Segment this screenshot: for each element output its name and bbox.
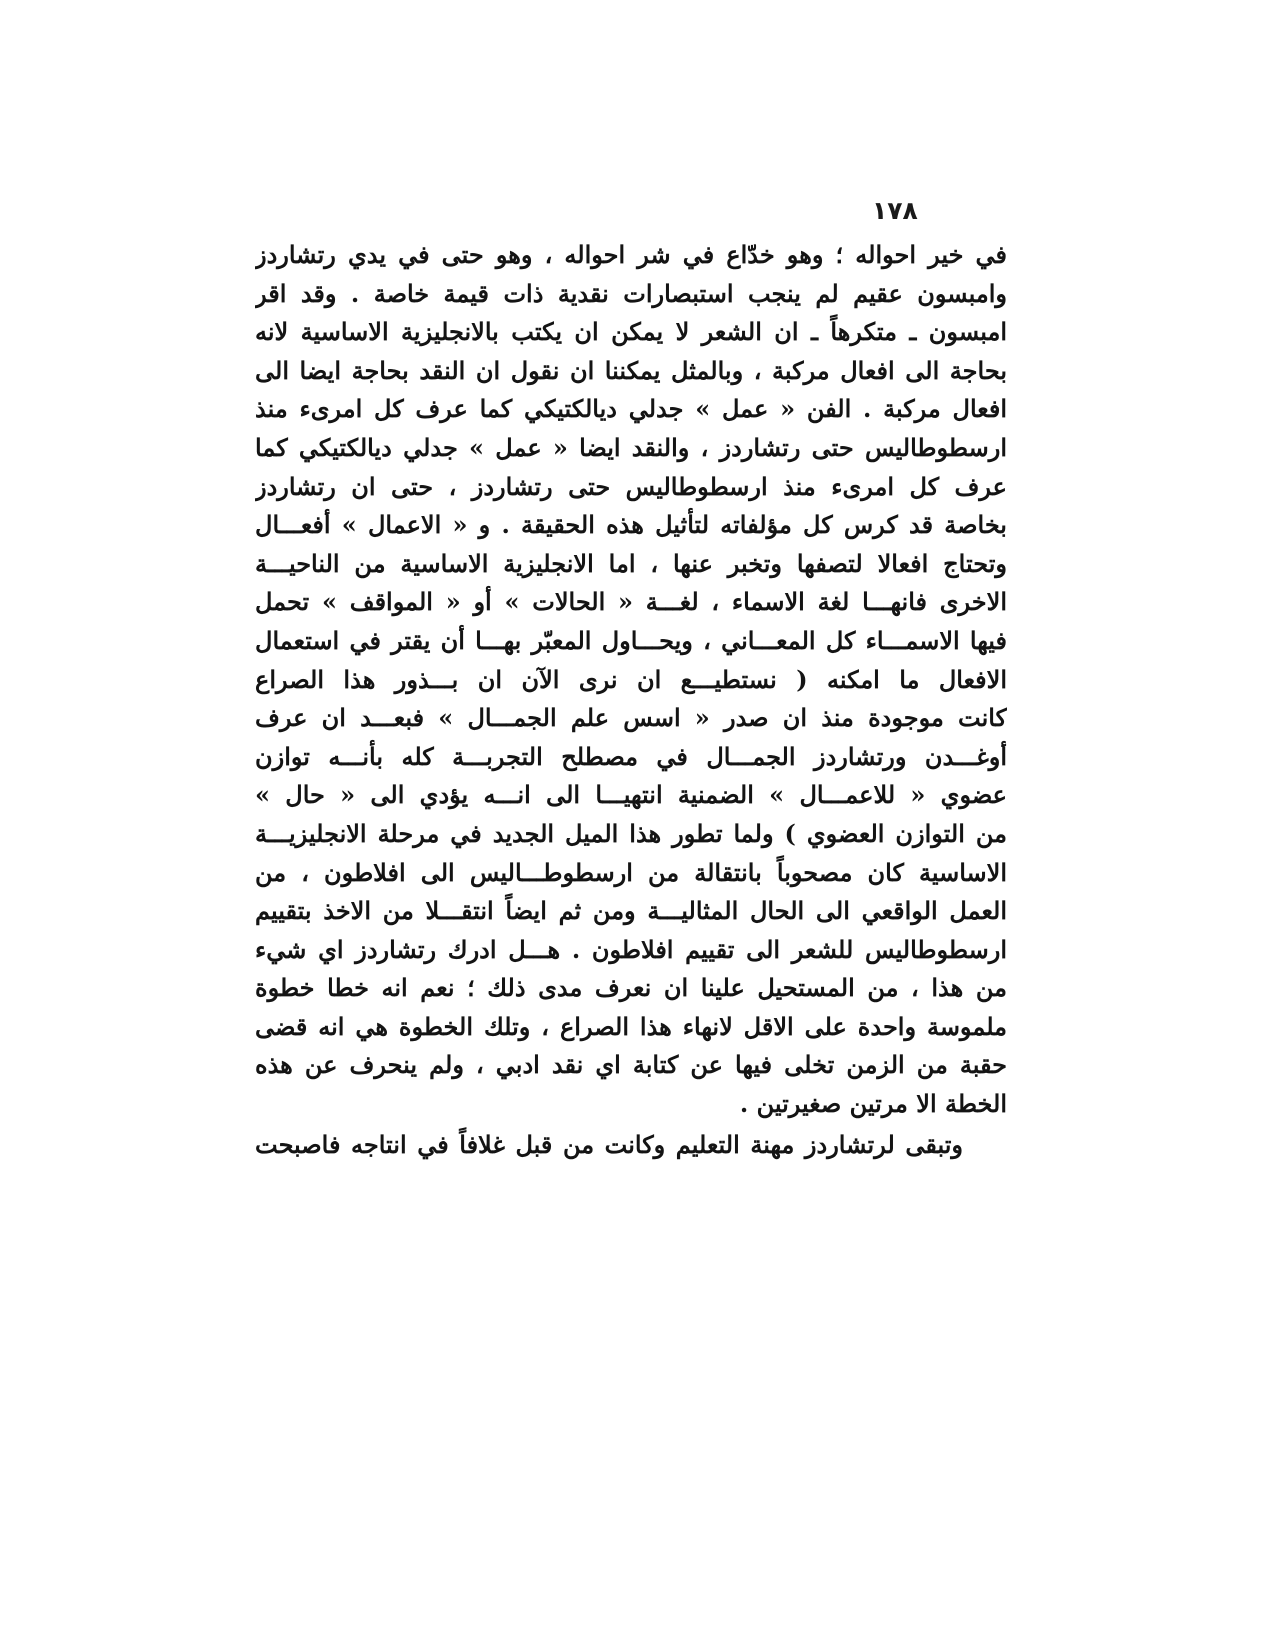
text-line: الاساسية كان مصحوباً بانتقالة من ارسطوطـــاليس الى افلاطون ، من xyxy=(255,857,1007,887)
text-line: الافعال ما امكنه ( نستطيـــع ان نرى الآن ان بـــذور هذا الصراع xyxy=(255,664,1007,694)
text-line: وتبقى لرتشاردز مهنة التعليم وكانت من قبل غلافاً في انتاجه فاصبحت xyxy=(255,1129,963,1159)
text-line: وامبسون عقيم لم ينجب استبصارات نقدية ذات قيمة خاصة . وقد اقر xyxy=(255,278,1007,308)
page-number: ١٧٨ xyxy=(872,196,918,225)
text-line: كانت موجودة منذ ان صدر « اسس علم الجمـــال » فبعـــد ان عرف xyxy=(255,703,1007,733)
text-line: وتحتاج افعالا لتصفها وتخبر عنها ، اما الانجليزية الاساسية من الناحيـــة xyxy=(255,548,1007,578)
text-line: ارسطوطاليس للشعر الى تقييم افلاطون . هـــل ادرك رتشاردز اي شيء xyxy=(255,934,1007,964)
text-line: الخطة الا مرتين صغيرتين . xyxy=(739,1089,1007,1119)
text-line: عضوي « للاعمـــال » الضمنية انتهيـــا الى انـــه يؤدي الى « حال » xyxy=(255,780,1007,810)
paragraph-1 xyxy=(255,236,1007,1124)
body-text xyxy=(255,236,1007,1164)
paragraph-2 xyxy=(255,1126,1007,1165)
text-line: أوغـــدن ورتشاردز الجمـــال في مصطلح التجربـــة كله بأنـــه توازن xyxy=(255,741,1007,771)
text-line: بخاصة قد كرس كل مؤلفاته لتأثيل هذه الحقيقة . و « الاعمال » أفعـــال xyxy=(255,510,1007,540)
text-line: بحاجة الى افعال مركبة ، وبالمثل يمكننا ان نقول ان النقد بحاجة ايضا الى xyxy=(255,355,1007,385)
text-line: ملموسة واحدة على الاقل لانهاء هذا الصراع ، وتلك الخطوة هي انه قضى xyxy=(255,1011,1007,1041)
text-line: عرف كل امرىء منذ ارسطوطاليس حتى رتشاردز ، حتى ان رتشاردز xyxy=(255,471,1007,501)
text-line: فيها الاسمـــاء كل المعـــاني ، ويحـــاول المعبّر بهـــا أن يقتر في استعمال xyxy=(255,625,1007,655)
text-line: افعال مركبة . الفن « عمل » جدلي ديالكتيكي كما عرف كل امرىء منذ xyxy=(255,394,1007,424)
text-line: العمل الواقعي الى الحال المثاليـــة ومن ثم ايضاً انتقـــلا من الاخذ بتقييم xyxy=(255,896,1007,926)
text-line: امبسون ـ متكرهاً ـ ان الشعر لا يمكن ان يكتب بالانجليزية الاساسية لانه xyxy=(255,317,1007,347)
text-line: في خير احواله ؛ وهو خدّاع في شر احواله ، وهو حتى في يدي رتشاردز xyxy=(255,240,1007,269)
text-line: ارسطوطاليس حتى رتشاردز ، والنقد ايضا « عمل » جدلي ديالكتيكي كما xyxy=(255,432,1007,462)
text-line: حقبة من الزمن تخلى فيها عن كتابة اي نقد ادبي ، ولم ينحرف عن هذه xyxy=(255,1050,1007,1080)
text-line: من التوازن العضوي ) ولما تطور هذا الميل الجديد في مرحلة الانجليزيـــة xyxy=(255,818,1007,848)
text-line: الاخرى فانهـــا لغة الاسماء ، لغـــة « الحالات » أو « المواقف » تحمل xyxy=(255,587,1007,617)
text-line: من هذا ، من المستحيل علينا ان نعرف مدى ذلك ؛ نعم انه خطا خطوة xyxy=(255,973,1007,1003)
